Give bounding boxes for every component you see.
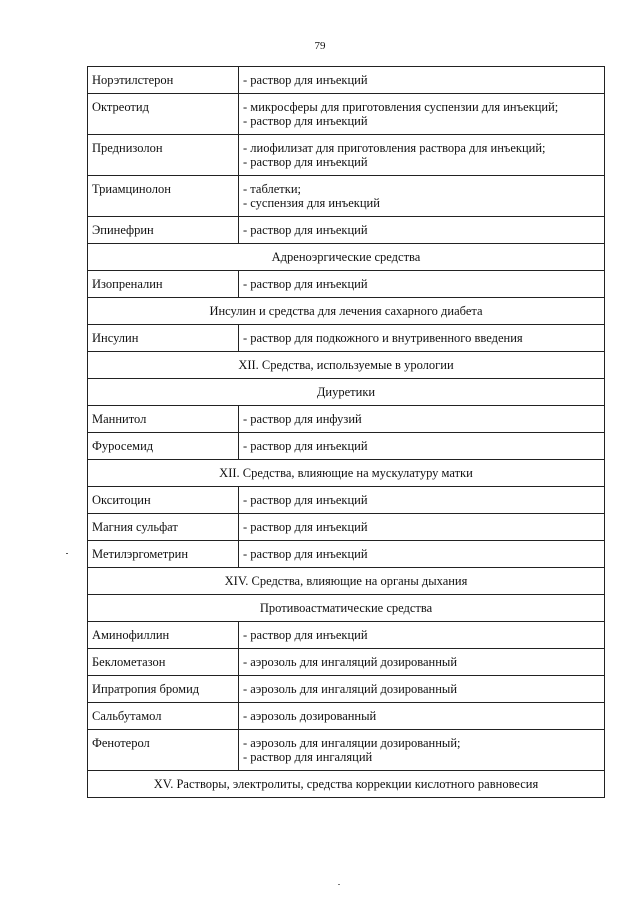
dosage-form: - раствор для инъекций bbox=[243, 439, 368, 453]
drug-row bbox=[88, 730, 605, 771]
drug-name: Фенотерол bbox=[88, 730, 239, 771]
drug-row bbox=[88, 487, 605, 514]
section-heading: XIV. Средства, влияющие на органы дыхания bbox=[88, 568, 605, 595]
dosage-forms bbox=[239, 325, 605, 352]
drug-row bbox=[88, 271, 605, 298]
dosage-form: - аэрозоль для ингаляции дозированный; bbox=[243, 736, 461, 750]
section-heading-row bbox=[88, 298, 605, 325]
dosage-forms bbox=[239, 730, 605, 771]
drug-name: Окситоцин bbox=[88, 487, 239, 514]
section-heading-row bbox=[88, 771, 605, 798]
section-heading: Инсулин и средства для лечения сахарного диабета bbox=[88, 298, 605, 325]
dosage-form: - раствор для инъекций bbox=[243, 520, 368, 534]
dosage-forms bbox=[239, 487, 605, 514]
dosage-form: - аэрозоль для ингаляций дозированный bbox=[243, 655, 458, 669]
section-heading-row bbox=[88, 352, 605, 379]
drug-row bbox=[88, 676, 605, 703]
dosage-form: - раствор для инъекций bbox=[243, 628, 368, 642]
drug-name: Инсулин bbox=[88, 325, 239, 352]
drug-name: Эпинефрин bbox=[88, 217, 239, 244]
drug-name: Норэтилстерон bbox=[88, 67, 239, 94]
dosage-form: - суспензия для инъекций bbox=[243, 196, 380, 210]
drug-name: Магния сульфат bbox=[88, 514, 239, 541]
dosage-form: - раствор для инъекций bbox=[243, 155, 368, 169]
dosage-form: - раствор для инъекций bbox=[243, 114, 368, 128]
dosage-forms bbox=[239, 703, 605, 730]
dosage-forms bbox=[239, 622, 605, 649]
dosage-forms bbox=[239, 514, 605, 541]
dosage-form: - раствор для подкожного и внутривенного введения bbox=[243, 331, 523, 345]
drug-name: Триамцинолон bbox=[88, 176, 239, 217]
drug-name: Маннитол bbox=[88, 406, 239, 433]
dosage-forms bbox=[239, 217, 605, 244]
drug-row bbox=[88, 176, 605, 217]
dosage-form: - таблетки; bbox=[243, 182, 301, 196]
drug-row bbox=[88, 703, 605, 730]
drug-row bbox=[88, 67, 605, 94]
drug-name: Октреотид bbox=[88, 94, 239, 135]
dosage-form: - раствор для инъекций bbox=[243, 547, 368, 561]
stray-mark bbox=[66, 553, 68, 554]
dosage-form: - аэрозоль для ингаляций дозированный bbox=[243, 682, 458, 696]
drug-name: Ипратропия бромид bbox=[88, 676, 239, 703]
dosage-forms bbox=[239, 135, 605, 176]
drug-row bbox=[88, 94, 605, 135]
dosage-forms bbox=[239, 176, 605, 217]
section-heading-row bbox=[88, 568, 605, 595]
drug-row bbox=[88, 325, 605, 352]
dosage-form: - раствор для инфузий bbox=[243, 412, 362, 426]
section-heading: Диуретики bbox=[88, 379, 605, 406]
section-heading: XII. Средства, влияющие на мускулатуру матки bbox=[88, 460, 605, 487]
drug-row bbox=[88, 217, 605, 244]
stray-dot bbox=[338, 884, 340, 885]
drug-row bbox=[88, 406, 605, 433]
dosage-form: - микросферы для приготовления суспензии для инъекций; bbox=[243, 100, 559, 114]
drug-row bbox=[88, 649, 605, 676]
dosage-form: - лиофилизат для приготовления раствора для инъекций; bbox=[243, 141, 546, 155]
dosage-forms bbox=[239, 94, 605, 135]
section-heading-row bbox=[88, 595, 605, 622]
section-heading-row bbox=[88, 460, 605, 487]
drug-row bbox=[88, 514, 605, 541]
section-heading: Адреноэргические средства bbox=[88, 244, 605, 271]
section-heading-row bbox=[88, 379, 605, 406]
drug-row bbox=[88, 541, 605, 568]
dosage-form: - раствор для инъекций bbox=[243, 223, 368, 237]
page-number: 79 bbox=[314, 40, 326, 52]
dosage-forms bbox=[239, 676, 605, 703]
drug-row bbox=[88, 135, 605, 176]
dosage-form: - раствор для инъекций bbox=[243, 73, 368, 87]
drug-table-body bbox=[88, 67, 605, 798]
drug-name: Метилэргометрин bbox=[88, 541, 239, 568]
dosage-form: - раствор для инъекций bbox=[243, 493, 368, 507]
drug-row bbox=[88, 622, 605, 649]
drug-name: Преднизолон bbox=[88, 135, 239, 176]
dosage-forms bbox=[239, 541, 605, 568]
drug-table bbox=[87, 66, 605, 798]
drug-name: Аминофиллин bbox=[88, 622, 239, 649]
dosage-form: - аэрозоль дозированный bbox=[243, 709, 377, 723]
section-heading-row bbox=[88, 244, 605, 271]
dosage-forms bbox=[239, 433, 605, 460]
dosage-forms bbox=[239, 271, 605, 298]
dosage-forms bbox=[239, 67, 605, 94]
drug-name: Беклометазон bbox=[88, 649, 239, 676]
dosage-forms bbox=[239, 406, 605, 433]
dosage-forms bbox=[239, 649, 605, 676]
section-heading: Противоастматические средства bbox=[88, 595, 605, 622]
drug-row bbox=[88, 433, 605, 460]
drug-name: Фуросемид bbox=[88, 433, 239, 460]
section-heading: XV. Растворы, электролиты, средства коррекции кислотного равновесия bbox=[88, 771, 605, 798]
dosage-form: - раствор для инъекций bbox=[243, 277, 368, 291]
section-heading: XII. Средства, используемые в урологии bbox=[88, 352, 605, 379]
dosage-form: - раствор для ингаляций bbox=[243, 750, 373, 764]
drug-name: Изопреналин bbox=[88, 271, 239, 298]
drug-name: Сальбутамол bbox=[88, 703, 239, 730]
